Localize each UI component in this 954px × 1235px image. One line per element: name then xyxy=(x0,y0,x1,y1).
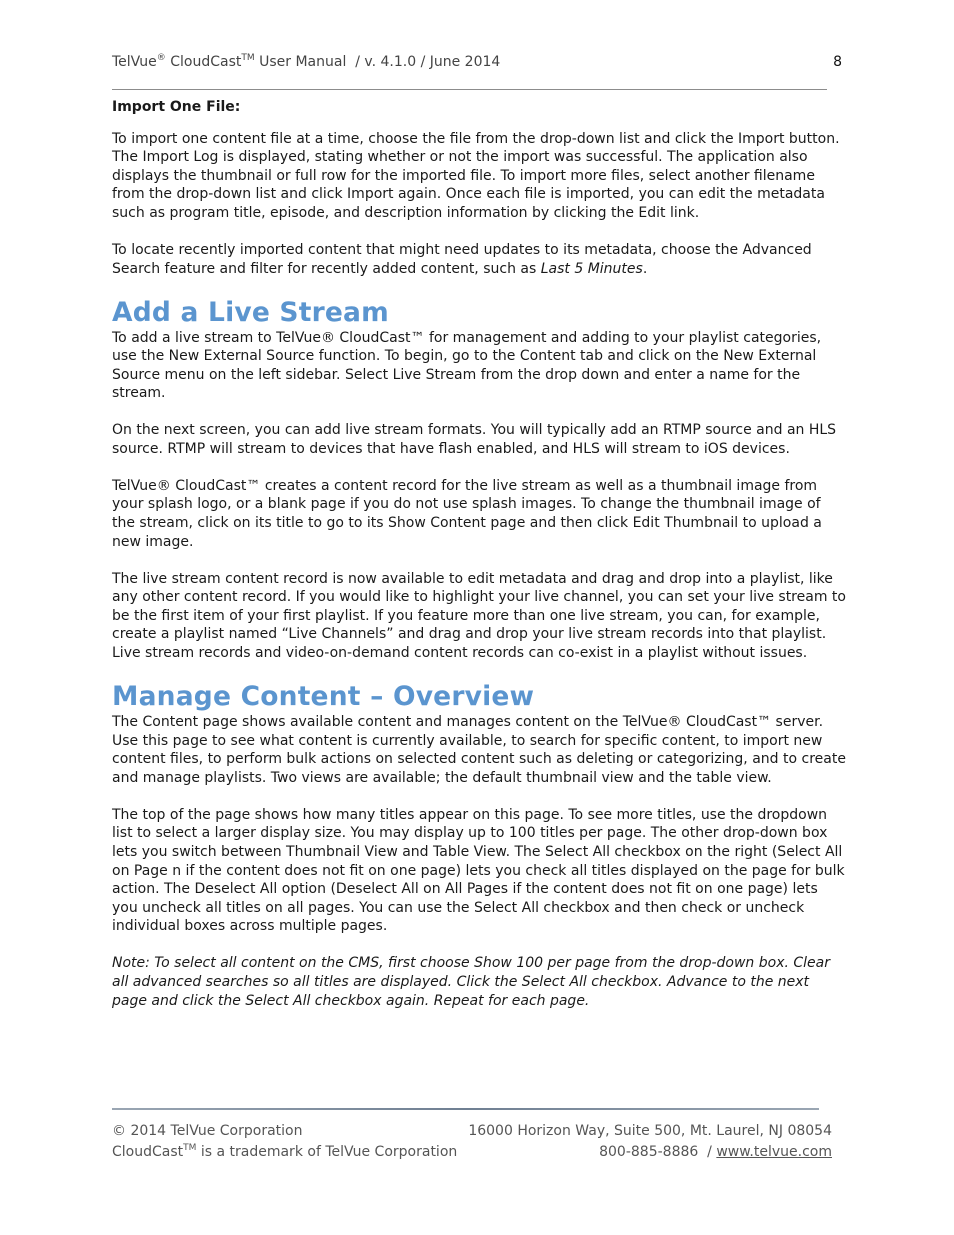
page-number: 8 xyxy=(833,54,842,70)
live-stream-paragraph-3: TelVue® CloudCast™ creates a content record for the live stream as well as a thumbnail image from your splash logo, or a blank page if you do not use splash images. To change the thumbnail image of the stream, click on its title to go to its Show Content page and then click Edit Thumbnail to upload a new image. xyxy=(112,477,822,550)
page-body xyxy=(112,98,847,1028)
brand-name: TelVue xyxy=(112,54,157,70)
last-5-minutes-emphasis: Last 5 Minutes xyxy=(540,260,643,277)
registered-mark: ® xyxy=(156,53,166,63)
footer-divider xyxy=(112,1108,819,1110)
live-stream-paragraph-4: The live stream content record is now available to edit metadata and drag and drop into a playlist, like any other content record. If you would like to highlight your live channel, you can set your live stream to be the first item of your first playlist. If you feature more than one live stream, you can, for example, create a playlist named “Live Channels” and drag and drop your live stream records into that playlist. Live stream records and video-on-demand content records can co-exist in a playlist without issues. xyxy=(112,570,846,662)
live-stream-paragraph-2: On the next screen, you can add live stream formats. You will typically add an RTMP source and an HLS source. RTMP will stream to devices that have flash enabled, and HLS will stream to iOS devices. xyxy=(112,422,837,457)
website-link[interactable]: www.telvue.com xyxy=(716,1144,832,1160)
page-header xyxy=(112,54,842,76)
manage-content-paragraph-2: The top of the page shows how many titles appear on this page. To see more titles, use the dropdown list to select a larger display size. You may display up to 100 titles per page. The other drop-down box lets you switch between Thumbnail View and Table View. The Select All checkbox on the right (Select All on Page n if the content does not fit on one page) lets you check all titles displayed on the page for bulk action. The Deselect All option (Deselect All on All Pages if the content does not fit on one page) lets you uncheck all titles on all pages. You can use the Select All checkbox and then check or uncheck individual boxes across multiple pages. xyxy=(112,806,845,935)
page-footer xyxy=(112,1121,832,1163)
address-text: 16000 Horizon Way, Suite 500, Mt. Laurel, NJ 08054 xyxy=(468,1123,832,1139)
copyright-text: © 2014 TelVue Corporation xyxy=(112,1123,303,1139)
select-all-note: Note: To select all content on the CMS, first choose Show 100 per page from the drop-down box. Clear all advanced searches so all titles are displayed. Click the Select All checkbox. Advance to the next page and click the Select All checkbox again. Repeat for each page. xyxy=(112,955,831,1009)
trademark-tm: TM xyxy=(183,1143,197,1153)
manage-content-paragraph-1: The Content page shows available content and manages content on the TelVue® CloudCast™ server. Use this page to see what content is currently available, to search for specific content, to import new content files, to perform bulk actions on selected content such as deleting or categorizing, and to create and manage playlists. Two views are available; the default thumbnail view and the table view. xyxy=(112,714,846,786)
manage-content-heading: Manage Content – Overview xyxy=(112,681,535,712)
trademark-product: CloudCast xyxy=(112,1144,184,1160)
contact-text xyxy=(599,1142,832,1163)
import-paragraph-2-text: To locate recently imported content that might need updates to its metadata, choose the Advanced Search feature and filter for recently added content, such as xyxy=(112,241,812,277)
trademark-text xyxy=(112,1142,457,1163)
trademark-mark: TM xyxy=(241,53,255,63)
import-one-file-heading: Import One File: xyxy=(112,99,241,115)
header-divider xyxy=(112,89,827,90)
manual-version: User Manual / v. 4.1.0 / June 2014 xyxy=(259,54,501,70)
phone-number: 800-885-8886 / xyxy=(599,1144,717,1160)
footer-row-2 xyxy=(112,1142,832,1163)
product-name: CloudCast xyxy=(170,54,242,70)
import-paragraph-1: To import one content file at a time, choose the file from the drop-down list and click the Import button. The Import Log is displayed, stating whether or not the import was successful. The application also displays the thumbnail or full row for the imported file. To import more files, select another filename from the drop-down list and click Import again. Once each file is imported, you can edit the metadata such as program title, episode, and description information by clicking the Edit link. xyxy=(112,130,840,221)
document-title xyxy=(112,54,500,70)
live-stream-paragraph-1: To add a live stream to TelVue® CloudCast™ for management and adding to your playlist categories, use the New External Source function. To begin, go to the Content tab and click on the New External Source menu on the left sidebar. Select Live Stream from the drop down and enter a name for the stream. xyxy=(112,329,822,402)
trademark-owner: is a trademark of TelVue Corporation xyxy=(196,1144,458,1160)
import-paragraph-2-end: . xyxy=(642,260,648,277)
footer-row-1 xyxy=(112,1121,832,1142)
add-live-stream-heading: Add a Live Stream xyxy=(112,296,389,328)
import-paragraph-2 xyxy=(112,241,847,278)
